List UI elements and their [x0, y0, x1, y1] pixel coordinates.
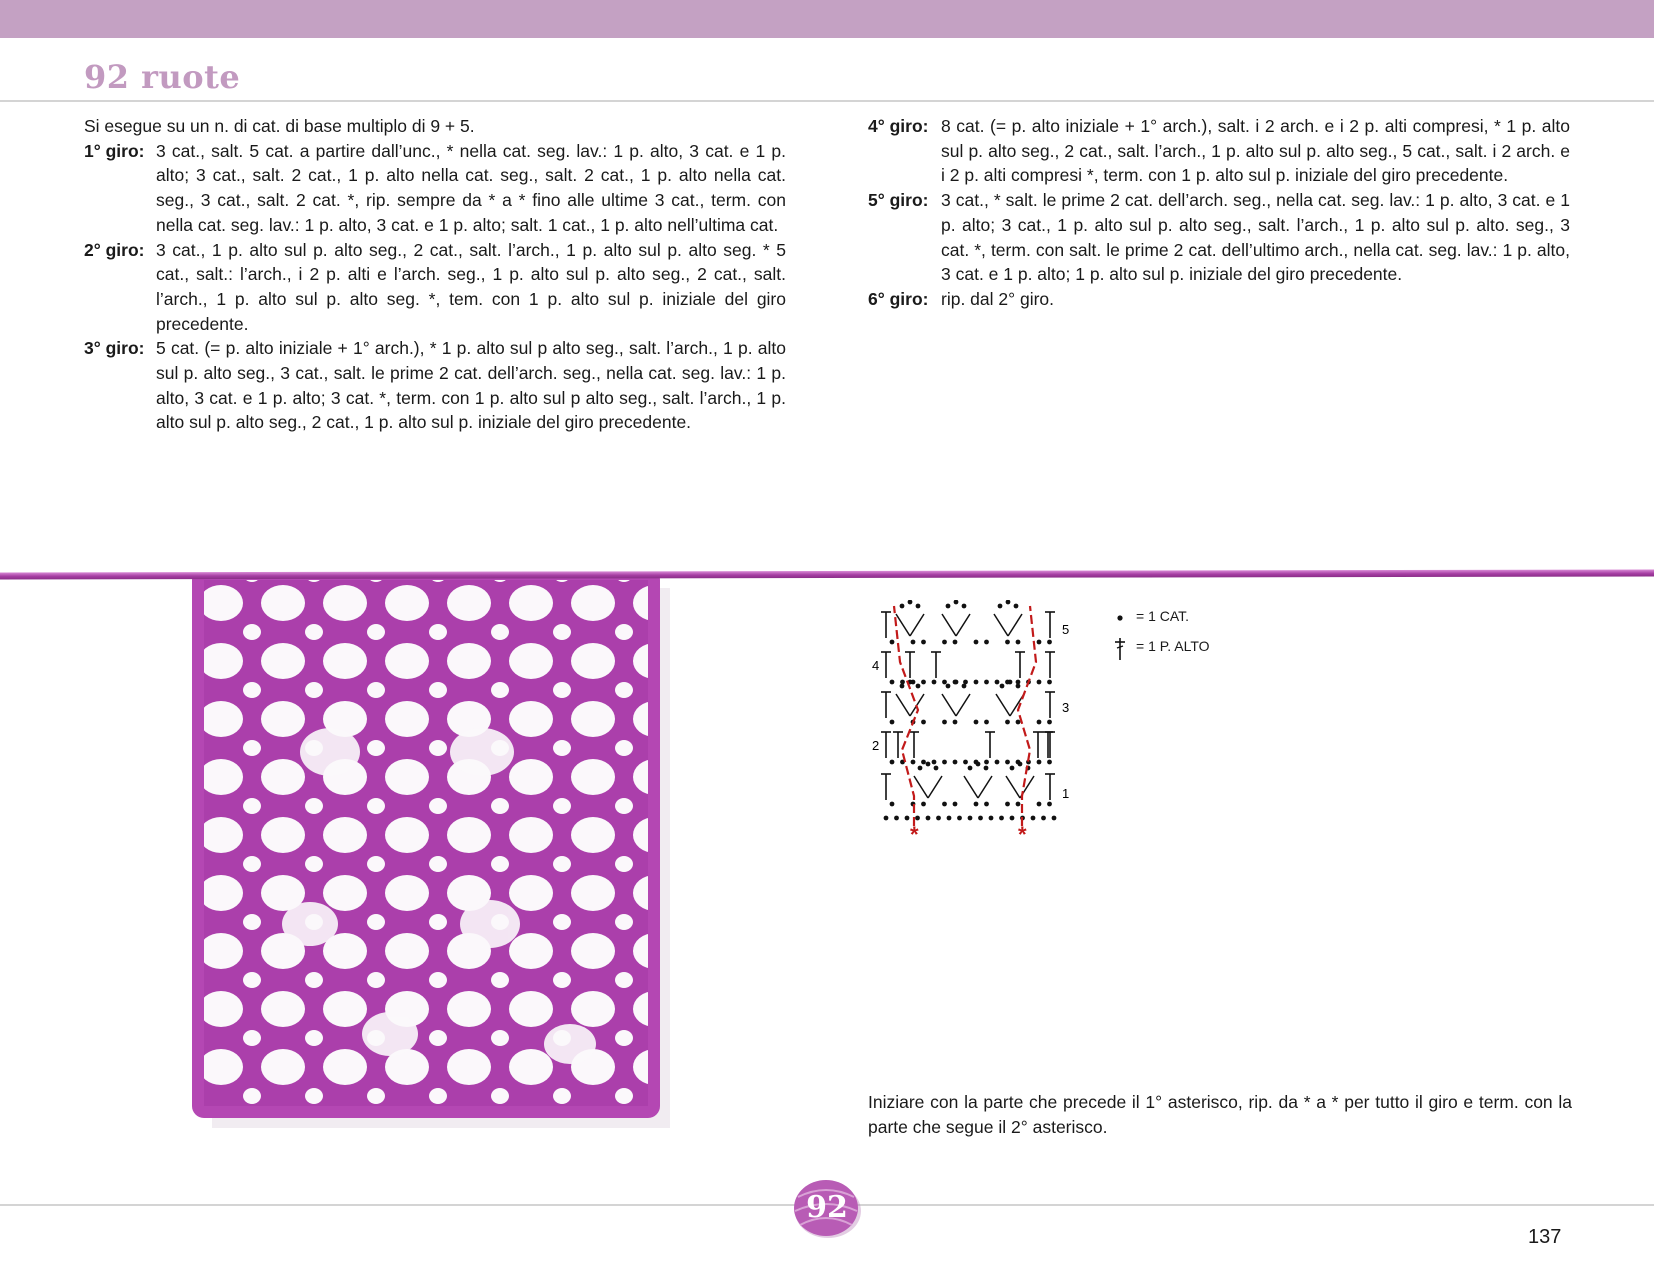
chain-stitch-symbol — [1005, 720, 1010, 725]
chain-stitch-symbol — [1006, 600, 1011, 604]
repeat-marker-line-left — [894, 606, 918, 826]
chain-stitch-symbol — [1037, 720, 1042, 725]
chain-stitch-symbol — [1047, 802, 1052, 807]
yarn-ball-badge — [790, 1175, 864, 1241]
chain-stitch-symbol — [1037, 802, 1042, 807]
chain-stitch-symbol — [916, 684, 921, 689]
chain-stitch-symbol — [884, 816, 889, 821]
chain-stitch-symbol — [916, 604, 921, 609]
chain-stitch-symbol — [1005, 760, 1010, 765]
chain-stitch-symbol — [1000, 684, 1005, 689]
chain-stitch-symbol — [926, 762, 931, 767]
yarn-strand — [0, 570, 1654, 580]
chain-stitch-symbol — [984, 720, 989, 725]
chain-stitch-symbol — [890, 802, 895, 807]
round-label: 2° giro: — [84, 239, 145, 260]
chain-stitch-symbol — [1005, 640, 1010, 645]
round-label: 5° giro: — [868, 190, 929, 211]
round-text: 3 cat., 1 p. alto sul p. alto seg., 2 cat., salt. l’arch., 1 p. alto sul p. alto seg. * 5 cat., salt.: l’arch., i 2 p. alti e l’arch. seg., 1 p. alto sul p. alto seg., 2 cat., salt. l’arch., 1 p. alto sul p. alto seg. *, tem. con 1 p. alto sul p. iniziale del giro precedente. — [156, 239, 786, 334]
chain-stitch-symbol — [953, 802, 958, 807]
chain-stitch-symbol — [894, 816, 899, 821]
instructions-left-column — [84, 114, 786, 435]
repeat-marker-line-right — [1018, 606, 1036, 826]
treble-stitch-symbol — [928, 776, 942, 798]
crochet-symbol-chart — [870, 600, 1100, 850]
chain-stitch-symbol — [974, 640, 979, 645]
page-title: 92 ruote — [84, 58, 241, 96]
chain-stitch-symbol — [1047, 680, 1052, 685]
chain-stitch-symbol — [926, 816, 931, 821]
chain-stitch-symbol — [1016, 802, 1021, 807]
chain-stitch-symbol — [911, 640, 916, 645]
badge-number: 92 — [806, 1190, 848, 1225]
chain-stitch-symbol — [1047, 720, 1052, 725]
chain-stitch-symbol — [1037, 760, 1042, 765]
chain-stitch-symbol — [953, 640, 958, 645]
chain-stitch-symbol — [934, 766, 939, 771]
round-text: rip. dal 2° giro. — [941, 288, 1055, 309]
chain-stitch-symbol — [999, 816, 1004, 821]
row-number-1: 1 — [1062, 786, 1070, 801]
row-number-3: 3 — [1062, 700, 1070, 715]
chain-stitch-symbol — [953, 760, 958, 765]
treble-stitch-symbol — [978, 776, 992, 798]
chain-stitch-symbol — [1016, 680, 1021, 685]
treble-stitch-symbol — [964, 776, 978, 798]
chain-stitch-symbol — [954, 600, 959, 604]
chain-stitch-symbol — [1031, 816, 1036, 821]
chain-stitch-symbol — [995, 680, 1000, 685]
chain-stitch-symbol — [984, 802, 989, 807]
treble-icon — [1112, 634, 1136, 658]
chain-stitch-symbol — [1047, 760, 1052, 765]
treble-stitch-symbol — [1006, 776, 1020, 798]
round-text: 8 cat. (= p. alto iniziale + 1° arch.), salt. i 2 arch. e i 2 p. alti compresi, * 1 p. alto sul p. alto seg., 2 cat., salt. l’arch., 1 p. alto sul p. alto seg., 5 cat., salt. i 2 arch. e i 2 p. alti compresi *, term. con 1 p. alto sul p. iniziale del giro precedente. — [941, 116, 1570, 186]
treble-stitch-symbol — [942, 614, 956, 636]
chart-marks — [881, 600, 1056, 826]
chain-stitch-symbol — [936, 816, 941, 821]
chain-stitch-symbol — [946, 604, 951, 609]
row-number-4: 4 — [872, 658, 880, 673]
chain-stitch-symbol — [942, 640, 947, 645]
chain-stitch-symbol — [1014, 604, 1019, 609]
chain-stitch-symbol — [978, 816, 983, 821]
chain-stitch-symbol — [963, 680, 968, 685]
chain-stitch-symbol — [998, 604, 1003, 609]
chain-stitch-symbol — [984, 640, 989, 645]
row-number-2: 2 — [872, 738, 880, 753]
round-5 — [868, 188, 1570, 287]
chain-stitch-symbol — [963, 760, 968, 765]
intro-text: Si esegue su un n. di cat. di base multiplo di 9 + 5. — [84, 116, 475, 136]
chain-stitch-symbol — [1016, 720, 1021, 725]
treble-stitch-symbol — [942, 694, 956, 716]
chain-stitch-symbol — [911, 760, 916, 765]
round-4 — [868, 114, 1570, 188]
chain-stitch-symbol — [918, 766, 923, 771]
chain-stitch-symbol — [900, 680, 905, 685]
chain-stitch-symbol — [932, 760, 937, 765]
chain-stitch-symbol — [942, 680, 947, 685]
chain-stitch-symbol — [942, 802, 947, 807]
treble-stitch-symbol — [896, 694, 910, 716]
chain-stitch-symbol — [989, 816, 994, 821]
chart-footnote: Iniziare con la parte che precede il 1° asterisco, rip. da * a * per tutto il giro e term. con la parte che segue il 2° asterisco. — [868, 1092, 1572, 1137]
chain-stitch-symbol — [1047, 640, 1052, 645]
chain-stitch-symbol — [915, 816, 920, 821]
chain-stitch-symbol — [1005, 802, 1010, 807]
chain-stitch-symbol — [1010, 816, 1015, 821]
chain-stitch-symbol — [921, 640, 926, 645]
chain-stitch-symbol — [946, 684, 951, 689]
chain-stitch-symbol — [905, 816, 910, 821]
chain-stitch-symbol — [921, 720, 926, 725]
chain-stitch-symbol — [953, 680, 958, 685]
chain-stitch-symbol — [962, 604, 967, 609]
chain-stitch-symbol — [1041, 816, 1046, 821]
instructions-right-column — [868, 114, 1570, 312]
chain-stitch-symbol — [984, 680, 989, 685]
chain-stitch-symbol — [890, 720, 895, 725]
chain-stitch-symbol — [1052, 816, 1057, 821]
chain-stitch-symbol — [974, 802, 979, 807]
chain-stitch-symbol — [974, 760, 979, 765]
legend-item-treble — [1112, 634, 1210, 658]
chain-stitch-symbol — [900, 604, 905, 609]
chain-stitch-symbol — [947, 816, 952, 821]
treble-stitch-symbol — [994, 614, 1008, 636]
title-divider — [0, 100, 1654, 102]
chain-stitch-symbol — [921, 802, 926, 807]
chain-stitch-symbol — [921, 760, 926, 765]
treble-stitch-symbol — [956, 694, 970, 716]
legend-text: = 1 CAT. — [1136, 608, 1190, 624]
treble-stitch-symbol — [1008, 614, 1022, 636]
round-label: 6° giro: — [868, 288, 929, 309]
asterisk-right: * — [1018, 822, 1027, 847]
treble-stitch-symbol — [910, 614, 924, 636]
round-3 — [84, 336, 786, 435]
chain-stitch-symbol — [908, 600, 913, 604]
chain-stitch-symbol — [1010, 766, 1015, 771]
dot-icon — [1112, 604, 1136, 628]
asterisk-left: * — [910, 822, 919, 847]
round-6 — [868, 287, 1570, 312]
chain-stitch-symbol — [1005, 680, 1010, 685]
chain-stitch-symbol — [932, 680, 937, 685]
chain-stitch-symbol — [957, 816, 962, 821]
chain-stitch-symbol — [974, 680, 979, 685]
treble-stitch-symbol — [996, 694, 1010, 716]
round-text: 3 cat., * salt. le prime 2 cat. dell’arch. seg., nella cat. seg. lav.: 1 p. alto, 3 cat. e 1 p. alto; 3 cat., 1 p. alto sul p. alto seg., salt. l’arch., 1 p. alto sul p. alto. seg., 3 cat. *, term. con salt. le prime 2 cat. dell’ultimo arch., nella cat. seg. lav.: 1 p. alto, 3 cat. e 1 p. alto; 1 p. alto sul p. iniziale del giro precedente. — [941, 190, 1570, 285]
round-2 — [84, 238, 786, 337]
chain-stitch-symbol — [984, 760, 989, 765]
row-number-5: 5 — [1062, 622, 1070, 637]
round-label: 1° giro: — [84, 140, 145, 161]
chain-stitch-symbol — [890, 680, 895, 685]
chain-stitch-symbol — [984, 766, 989, 771]
round-1 — [84, 139, 786, 238]
chain-stitch-symbol — [890, 640, 895, 645]
chain-stitch-symbol — [921, 680, 926, 685]
chain-stitch-symbol — [1016, 760, 1021, 765]
page-number: 137 — [1528, 1226, 1562, 1248]
chain-stitch-symbol — [890, 760, 895, 765]
round-label: 3° giro: — [84, 338, 145, 359]
chain-stitch-symbol — [942, 760, 947, 765]
treble-stitch-symbol — [956, 614, 970, 636]
round-label: 4° giro: — [868, 116, 929, 136]
crochet-swatch-photo — [190, 574, 690, 1134]
chain-stitch-symbol — [974, 720, 979, 725]
chart-legend — [1112, 604, 1312, 664]
chain-stitch-symbol — [995, 760, 1000, 765]
chain-stitch-symbol — [968, 816, 973, 821]
treble-stitch-symbol — [896, 614, 910, 636]
round-text: 5 cat. (= p. alto iniziale + 1° arch.), * 1 p. alto sul p alto seg., salt. l’arch., 1 p. alto sul p. alto seg., 3 cat., salt. le prime 2 cat. dell’arch. seg., nella cat. seg. lav.: 1 p. alto, 3 cat. e 1 p. alto; 3 cat. *, term. con 1 p. alto sul p alto seg., salt. l’arch., 1 p. alto sul p. alto seg., 2 cat., 1 p. alto sul p. iniziale del giro precedente. — [156, 338, 786, 433]
legend-text: = 1 P. ALTO — [1136, 638, 1210, 654]
chain-stitch-symbol — [968, 766, 973, 771]
chain-stitch-symbol — [1037, 680, 1042, 685]
chain-stitch-symbol — [1016, 640, 1021, 645]
chain-stitch-symbol — [911, 680, 916, 685]
chain-stitch-symbol — [953, 720, 958, 725]
legend-item-chain — [1112, 604, 1189, 628]
treble-stitch-symbol — [914, 776, 928, 798]
chain-stitch-symbol — [1037, 640, 1042, 645]
top-color-band — [0, 0, 1654, 38]
chain-stitch-symbol — [942, 720, 947, 725]
round-text: 3 cat., salt. 5 cat. a partire dall’unc., * nella cat. seg. lav.: 1 p. alto, 3 cat. e 1 p. alto; 3 cat., salt. 2 cat., 1 p. alto nella cat. seg., salt. 2 cat., 1 p. alto nella cat. seg., 3 cat., salt. 2 cat. *, rip. sempre da * a * fino alle ultime 3 cat., term. con nella cat. seg. lav.: 1 p. alto, 3 cat. e 1 p. alto; salt. 1 cat., 1 p. alto nell’ultima cat. — [156, 140, 786, 235]
